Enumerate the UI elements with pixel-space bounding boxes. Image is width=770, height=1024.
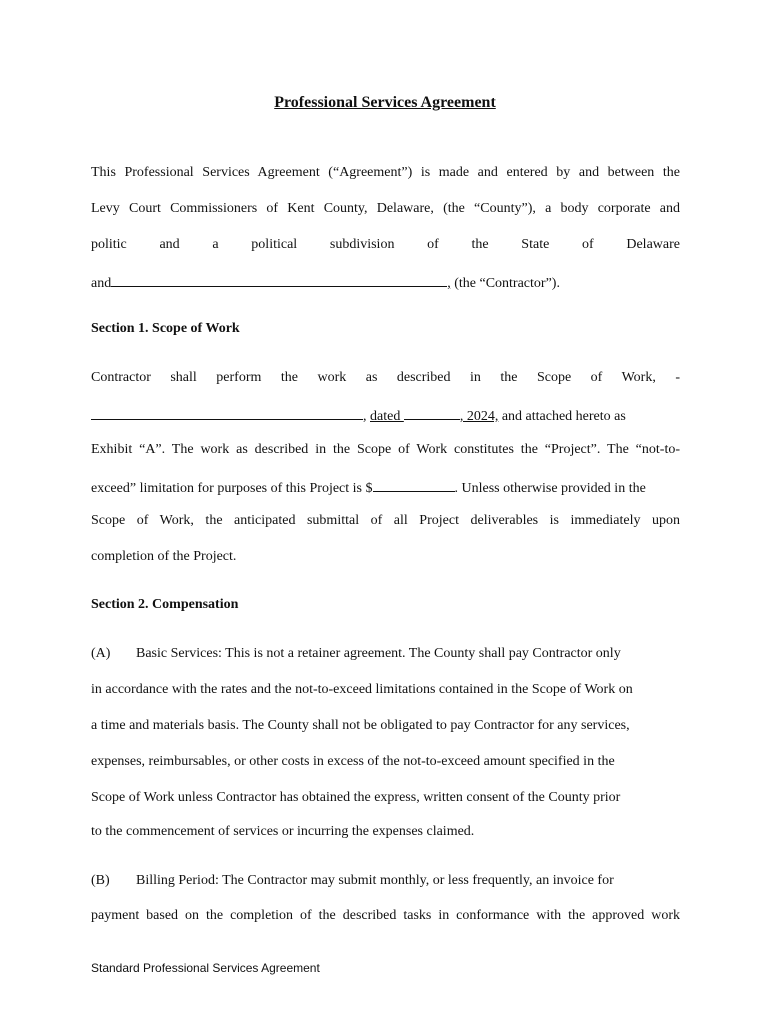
document-title: Professional Services Agreement (274, 94, 496, 111)
intro-line-4 (91, 272, 680, 293)
intro-and-text: and (91, 276, 112, 291)
section-1-line-1: Contractor shall perform the work as described in the Scope of Work, - (91, 370, 680, 385)
item-a-label: (A) (91, 646, 111, 661)
section-2-a-line-2: in accordance with the rates and the not-to-exceed limitations contained in the Scope of Work on (91, 682, 633, 697)
scope-of-work-blank[interactable] (91, 405, 363, 420)
section-2-a-line-3: a time and materials basis. The County shall not be obligated to pay Contractor for any services, (91, 718, 630, 733)
section-2-a-line-1 (91, 645, 680, 663)
section-1-line-3: Exhibit “A”. The work as described in the Scope of Work constitutes the “Project”. The “not-to- (91, 442, 680, 457)
item-a-text: Basic Services: This is not a retainer agreement. The County shall pay Contractor only (136, 646, 621, 661)
item-b-label: (B) (91, 873, 110, 888)
section-2-b-line-2: payment based on the completion of the described tasks in conformance with the approved work (91, 908, 680, 923)
section-2-a-line-6: to the commencement of services or incurring the expenses claimed. (91, 824, 475, 839)
section-2-a-line-5: Scope of Work unless Contractor has obtained the express, written consent of the County prior (91, 790, 621, 805)
intro-line-2: Levy Court Commissioners of Kent County, Delaware, (the “County”), a body corporate and (91, 201, 680, 216)
section-2-heading: Section 2. Compensation (91, 597, 239, 612)
section-1-line-2 (91, 405, 680, 426)
amount-blank[interactable] (373, 477, 455, 492)
section-1-year: , 2024, (459, 409, 499, 424)
section-1-unless-text: . Unless otherwise provided in the (454, 481, 646, 496)
section-1-line-4 (91, 477, 680, 498)
section-2-b-line-1 (91, 872, 680, 890)
intro-line-3: politic and a political subdivision of the State of Delaware (91, 237, 680, 252)
item-b-text: Billing Period: The Contractor may submit monthly, or less frequently, an invoice for (136, 873, 614, 888)
intro-contractor-text: (the “Contractor”). (450, 276, 560, 291)
date-blank[interactable] (404, 405, 460, 420)
section-1-line-6: completion of the Project. (91, 549, 237, 564)
not-to-exceed-text: exceed” limitation for purposes of this Project is $ (91, 481, 373, 496)
section-1-dated: dated (370, 409, 404, 424)
page-footer: Standard Professional Services Agreement (91, 961, 320, 975)
section-1-line-5: Scope of Work, the anticipated submittal of all Project deliverables is immediately upon (91, 513, 680, 528)
intro-line-1: This Professional Services Agreement (“Agreement”) is made and entered by and between the (91, 165, 680, 180)
section-1-attached-text: and attached hereto as (498, 409, 626, 424)
section-2-a-line-4: expenses, reimbursables, or other costs in excess of the not-to-exceed amount specified in the (91, 754, 615, 769)
section-1-heading: Section 1. Scope of Work (91, 321, 240, 336)
section-1-comma: , (363, 409, 370, 424)
intro-comma: , (447, 276, 451, 291)
contractor-name-blank[interactable] (111, 272, 447, 287)
